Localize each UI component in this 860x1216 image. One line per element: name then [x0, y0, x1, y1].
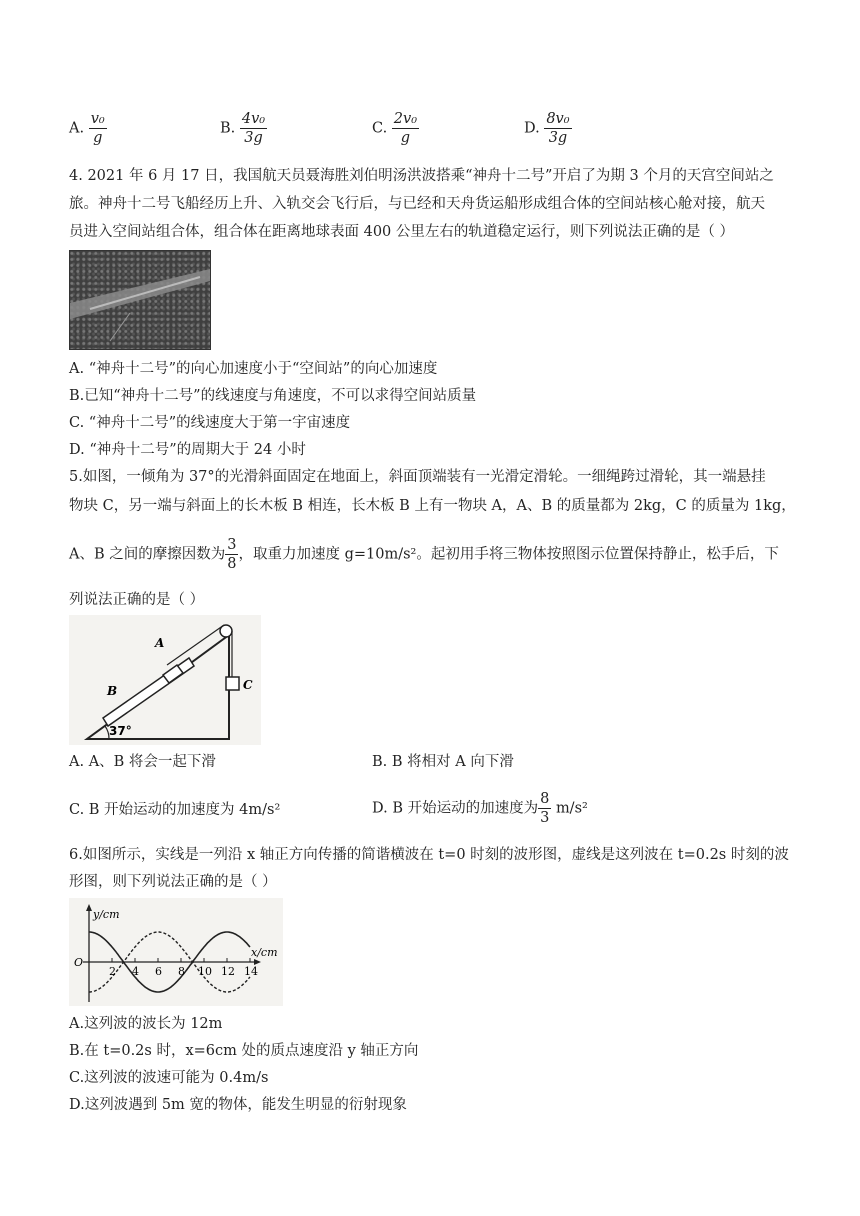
spacecraft-photo-graphic [70, 251, 210, 349]
origin-label: O [74, 956, 84, 969]
x-tick-label: 2 [109, 965, 116, 978]
q6-option-c: C.这列波的波速可能为 0.4m/s [69, 1070, 269, 1086]
friction-coefficient-fraction: $\frac{3}{8}$ [227, 537, 237, 572]
block-c [226, 677, 239, 690]
q3-option-b-fraction: $\frac{\text{4v₀}}{3g}$ [241, 111, 266, 146]
q3-option-d: D. $\frac{\text{8v₀}}{3g}$ [524, 111, 570, 146]
q4-option-c: C. “神舟十二号”的线速度大于第一宇宙速度 [69, 415, 351, 431]
q3-option-d-fraction: $\frac{\text{8v₀}}{3g}$ [546, 111, 570, 146]
x-tick-label: 6 [155, 965, 162, 978]
board-b-label: B [107, 684, 118, 698]
q3-option-a: A. $\frac{\text{v₀}}{g}$ [69, 111, 105, 146]
q3-option-b: B. $\frac{\text{4v₀}}{3g}$ [220, 111, 266, 146]
x-tick-label: 4 [132, 965, 139, 978]
q4-option-a: A. “神舟十二号”的向心加速度小于“空间站”的向心加速度 [69, 361, 438, 377]
q5-stem-line-2: 物块 C，另一端与斜面上的长木板 B 相连，长木板 B 上有一物块 A，A、B 的质量都为 2kg，C 的质量为 1kg， [69, 498, 796, 514]
angle-label: 37° [109, 724, 132, 738]
acceleration-fraction: $\frac{8}{3}$ [540, 791, 550, 826]
q3-option-a-fraction: $\frac{\text{v₀}}{g}$ [90, 111, 105, 146]
q4-stem-line-3: 员进入空间站组合体，组合体在距离地球表面 400 公里左右的轨道稳定运行，则下列说法正确的是（ ） [69, 224, 734, 240]
q5-stem-line-1: 5.如图，一倾角为 37°的光滑斜面固定在地面上，斜面顶端装有一光滑定滑轮。一细绳跨过滑轮，其一端悬挂 [69, 469, 766, 485]
q3-option-c: C. $\frac{\text{2v₀}}{g}$ [372, 111, 418, 146]
q5-stem-line-3: A、B 之间的摩擦因数为 $\frac{3}{8}$ ，取重力加速度 g=10m/s²。起初用手将三物体按照图示位置保持静止，松手后，下 [69, 537, 779, 572]
block-c-label: C [243, 678, 253, 692]
q6-stem-line-1: 6.如图所示，实线是一列沿 x 轴正方向传播的简谐横波在 t=0 时刻的波形图，虚线是这列波在 t=0.2s 时刻的波 [69, 847, 789, 863]
x-tick-label: 10 [198, 965, 212, 978]
q5-option-b: B. B 将相对 A 向下滑 [372, 754, 514, 770]
q4-stem-line-1: 4. 2021 年 6 月 17 日，我国航天员聂海胜刘伯明汤洪波搭乘“神舟十二号”开启了为期 3 个月的天宫空间站之 [69, 168, 774, 184]
x-tick-label: 8 [178, 965, 185, 978]
q6-stem-line-2: 形图，则下列说法正确的是（ ） [69, 874, 277, 890]
q3-option-c-fraction: $\frac{\text{2v₀}}{g}$ [393, 111, 418, 146]
q4-option-d: D. “神舟十二号”的周期大于 24 小时 [69, 442, 306, 458]
q6-option-d: D.这列波遇到 5m 宽的物体，能发生明显的衍射现象 [69, 1097, 407, 1113]
x-axis-label: x/cm [251, 946, 278, 959]
q4-option-b: B.已知“神舟十二号”的线速度与角速度，不可以求得空间站质量 [69, 388, 477, 404]
x-tick-label: 12 [221, 965, 235, 978]
block-a-label: A [155, 636, 165, 650]
wave-figure [69, 898, 283, 1006]
spacecraft-photo [69, 250, 211, 350]
q5-option-a: A. A、B 将会一起下滑 [69, 754, 216, 770]
q6-option-a: A.这列波的波长为 12m [69, 1016, 223, 1032]
y-axis-label: y/cm [93, 908, 120, 921]
q6-option-b: B.在 t=0.2s 时，x=6cm 处的质点速度沿 y 轴正方向 [69, 1043, 419, 1059]
q5-option-c: C. B 开始运动的加速度为 4m/s² [69, 802, 281, 818]
q5-option-d: D. B 开始运动的加速度为 $\frac{8}{3}$ m/s² [372, 791, 588, 826]
incline-figure [69, 615, 261, 745]
x-tick-label: 14 [244, 965, 258, 978]
q4-stem-line-2: 旅。神舟十二号飞船经历上升、入轨交会飞行后，与已经和天舟货运船形成组合体的空间站核心舱对接，航天 [69, 196, 765, 212]
q5-stem-line-4: 列说法正确的是（ ） [69, 592, 205, 608]
